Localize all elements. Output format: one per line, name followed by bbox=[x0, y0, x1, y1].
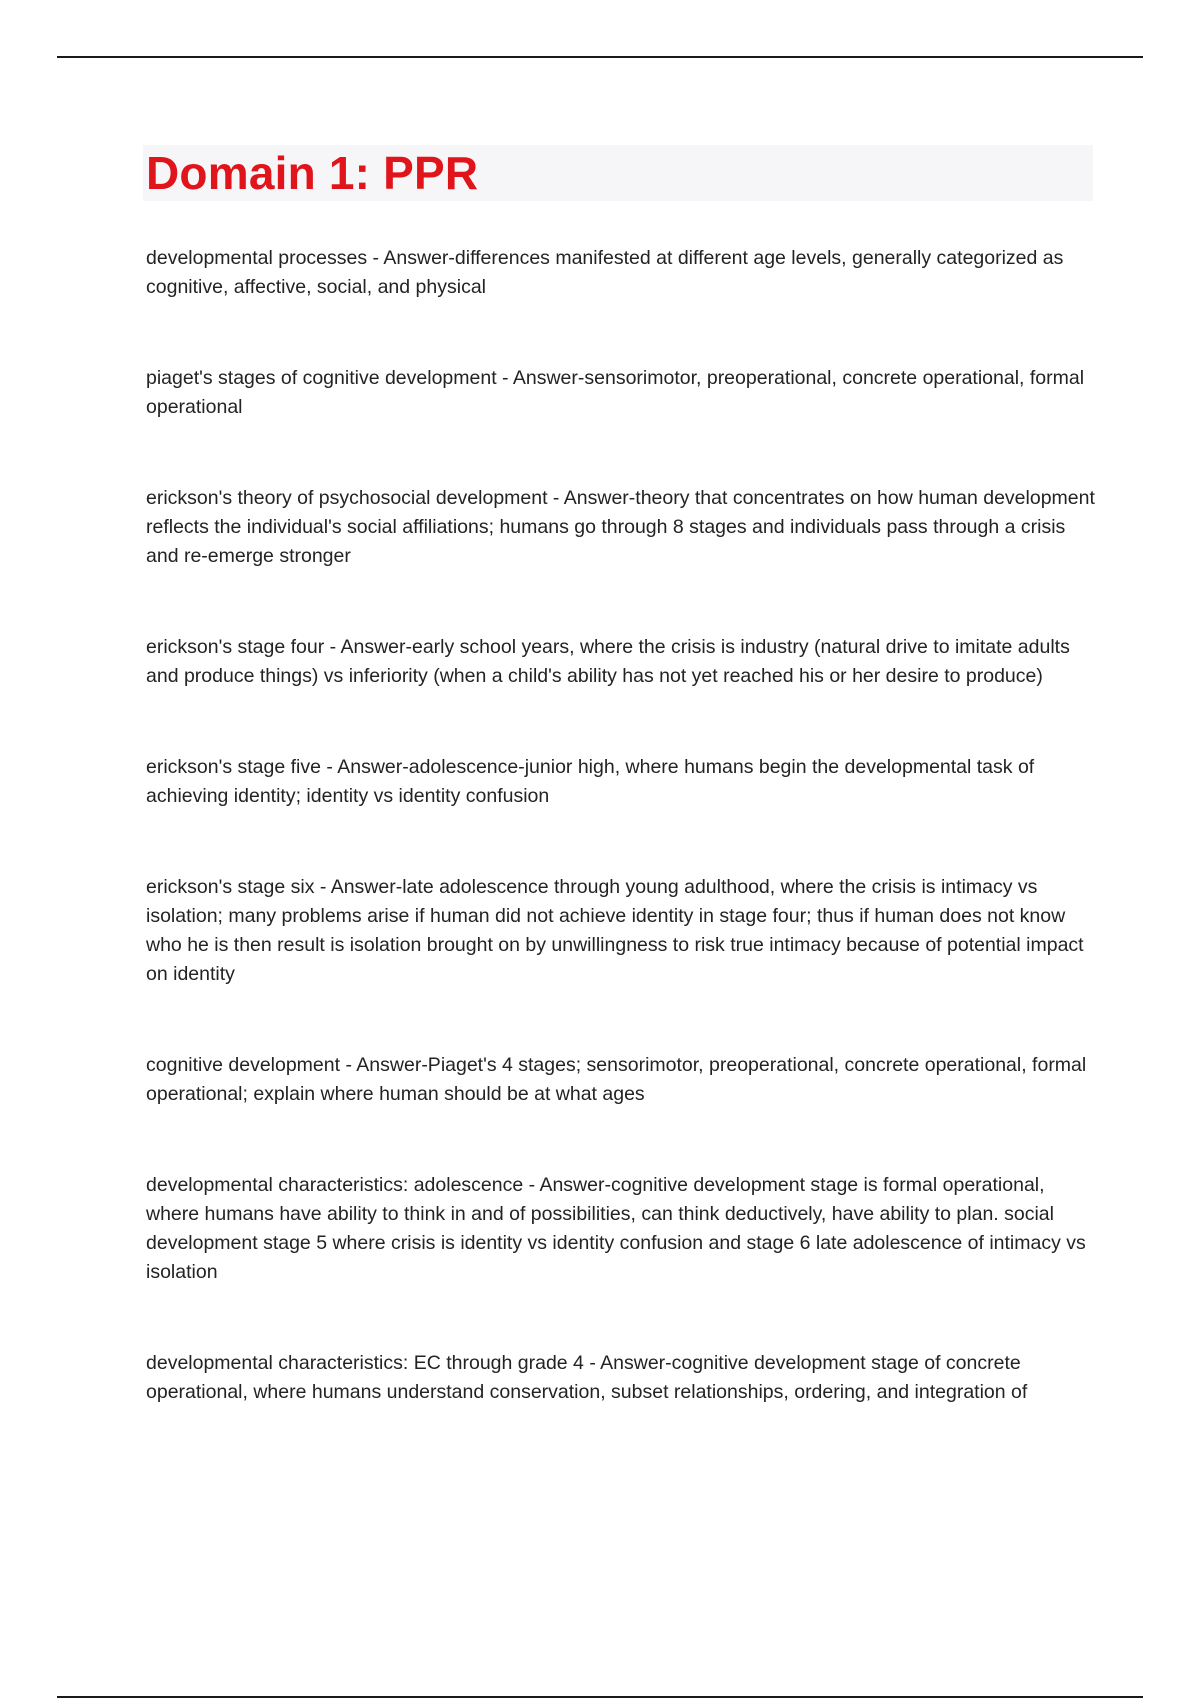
qa-entry-characteristics-adolescence: developmental characteristics: adolescence - Answer-cognitive development stage is formal operational, where humans have ability to think in and of possibilities, can think deductively, have ability to plan. social development stage 5 where crisis is identity vs identity confusion and stage 6 late adolescence of intimacy vs isolation bbox=[146, 1174, 1086, 1283]
qa-entry-erickson-stage-six: erickson's stage six - Answer-late adolescence through young adulthood, where the crisis is intimacy vs isolation; many problems arise if human did not achieve identity in stage four; thus if human does not know who he is then result is isolation brought on by unwillingness to risk true intimacy because of potential impact on identity bbox=[146, 876, 1084, 985]
qa-list bbox=[146, 244, 1096, 1407]
qa-entry-erickson-stage-four: erickson's stage four - Answer-early school years, where the crisis is industry (natural drive to imitate adults and produce things) vs inferiority (when a child's ability has not yet reached his or her desire to produce) bbox=[146, 636, 1070, 687]
qa-entry-erickson-stage-five: erickson's stage five - Answer-adolescence-junior high, where humans begin the developmental task of achieving identity; identity vs identity confusion bbox=[146, 756, 1035, 807]
page-top-rule bbox=[57, 56, 1143, 58]
qa-entry-piaget-stages: piaget's stages of cognitive development - Answer-sensorimotor, preoperational, concrete operational, formal operational bbox=[146, 367, 1085, 418]
qa-entry-erickson-theory: erickson's theory of psychosocial development - Answer-theory that concentrates on how human development reflects the individual's social affiliations; humans go through 8 stages and individuals pass through a crisis and re-emerge stronger bbox=[146, 487, 1095, 567]
qa-entry-characteristics-ec-grade4: developmental characteristics: EC through grade 4 - Answer-cognitive development stage of concrete operational, where humans understand conservation, subset relationships, ordering, and integration of bbox=[146, 1352, 1028, 1403]
page-title: Domain 1: PPR bbox=[146, 147, 479, 199]
qa-entry-developmental-processes: developmental processes - Answer-differences manifested at different age levels, generally categorized as cognitive, affective, social, and physical bbox=[146, 247, 1064, 298]
qa-entry-cognitive-development: cognitive development - Answer-Piaget's 4 stages; sensorimotor, preoperational, concrete operational, formal operational; explain where human should be at what ages bbox=[146, 1054, 1087, 1105]
page-bottom-rule bbox=[57, 1696, 1143, 1698]
